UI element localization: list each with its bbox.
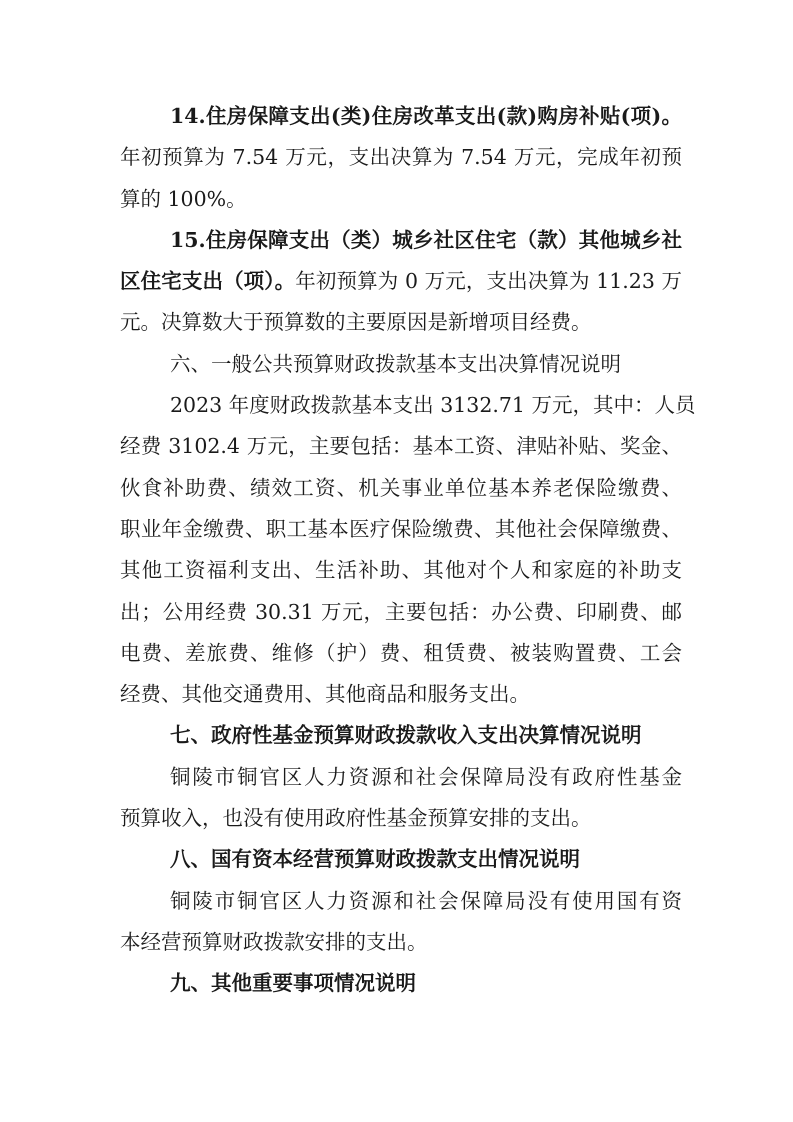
paragraph-line: 经费 3102.4 万元，主要包括：基本工资、津贴补贴、奖金、 <box>120 434 682 459</box>
section-8 <box>120 839 682 963</box>
section-6 <box>120 344 696 716</box>
item-15-paragraph <box>120 220 682 344</box>
paragraph-line: 算的 100%。 <box>120 186 247 211</box>
paragraph-line: 经费、其他交通费用、其他商品和服务支出。 <box>120 682 530 707</box>
section-heading: 九、其他重要事项情况说明 <box>170 971 416 996</box>
section-heading: 八、国有资本经营预算财政拨款支出情况说明 <box>170 847 580 872</box>
section-heading: 七、政府性基金预算财政拨款收入支出决算情况说明 <box>170 723 642 748</box>
item-14-title: 14.住房保障支出(类)住房改革支出(款)购房补贴(项)。 <box>170 104 682 128</box>
paragraph-line: 其他工资福利支出、生活补助、其他对个人和家庭的补助支 <box>120 558 682 583</box>
paragraph-line: 元。决算数大于预算数的主要原因是新增项目经费。 <box>120 310 592 335</box>
item-15-text: 年初预算为 0 万元，支出决算为 11.23 万 <box>295 269 683 294</box>
paragraph-line <box>120 261 682 302</box>
section-7 <box>120 715 682 839</box>
section-heading: 六、一般公共预算财政拨款基本支出决算情况说明 <box>170 351 621 376</box>
paragraph-line: 年初预算为 7.54 万元，支出决算为 7.54 万元，完成年初预 <box>120 145 682 170</box>
paragraph-line: 电费、差旅费、维修（护）费、租赁费、被装购置费、工会 <box>120 640 682 665</box>
paragraph-line: 职业年金缴费、职工基本医疗保险缴费、其他社会保障缴费、 <box>120 516 682 541</box>
section-9 <box>120 963 682 1004</box>
paragraph-line: 伙食补助费、绩效工资、机关事业单位基本养老保险缴费、 <box>120 475 682 500</box>
item-15-title: 15.住房保障支出（类）城乡社区住宅（款）其他城乡社 <box>170 227 682 252</box>
item-14-paragraph <box>120 96 682 220</box>
paragraph-line: 预算收入，也没有使用政府性基金预算安排的支出。 <box>120 806 592 831</box>
paragraph-line: 2023 年度财政拨款基本支出 3132.71 万元，其中：人员 <box>170 393 696 418</box>
paragraph-line: 本经营预算财政拨款安排的支出。 <box>120 929 428 954</box>
document-page <box>120 96 696 1005</box>
paragraph-line: 铜陵市铜官区人力资源和社会保障局没有使用国有资 <box>170 888 682 913</box>
item-15-title-end: 区住宅支出（项）。 <box>120 269 296 294</box>
paragraph-line: 铜陵市铜官区人力资源和社会保障局没有政府性基金 <box>170 764 682 789</box>
paragraph-line: 出；公用经费 30.31 万元，主要包括：办公费、印刷费、邮 <box>120 599 682 624</box>
